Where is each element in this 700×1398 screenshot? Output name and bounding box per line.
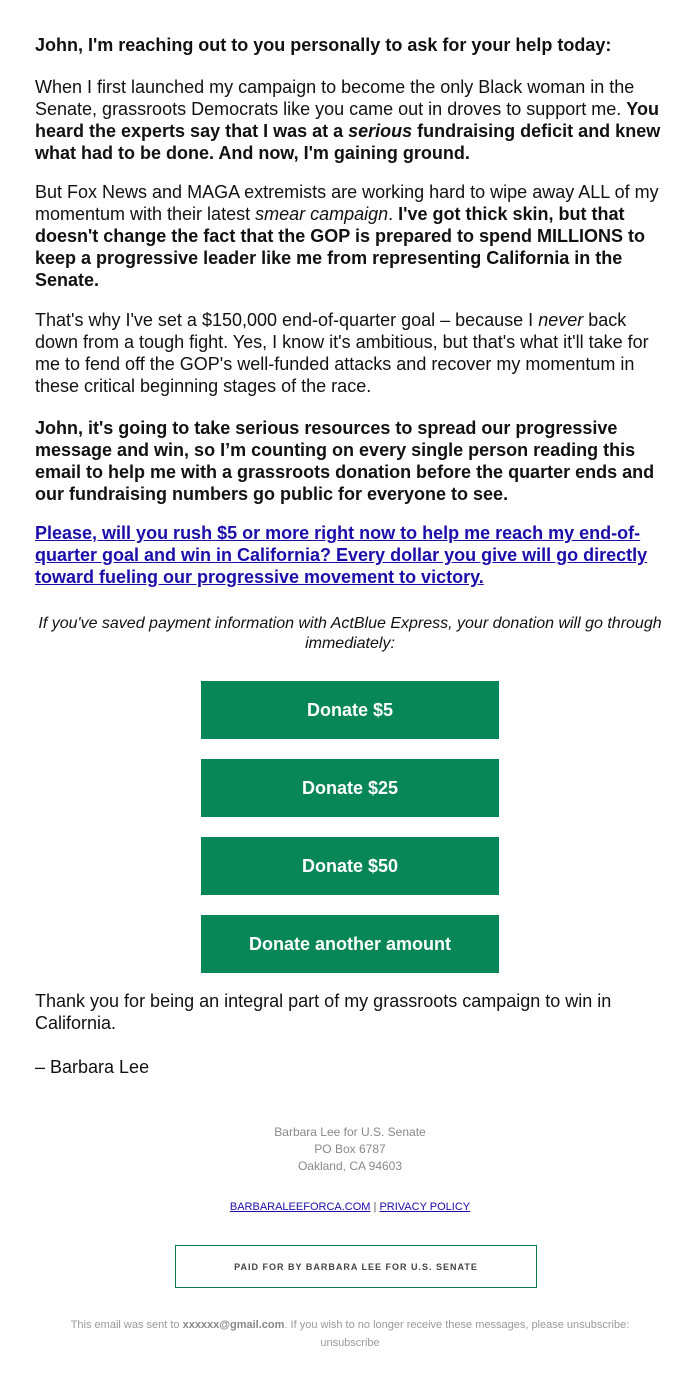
paid-for-box: PAID FOR BY BARBARA LEE FOR U.S. SENATE bbox=[175, 1245, 537, 1288]
cta-paragraph bbox=[35, 522, 665, 588]
para3-text-a: That's why I've set a $150,000 end-of-quarter goal – because I bbox=[35, 310, 539, 330]
para2-text-b: . bbox=[388, 204, 399, 224]
para1-bold-b: fundraising deficit and knew what had to be done. And now, I'm gaining ground. bbox=[35, 121, 661, 163]
notice-pre: This email was sent to bbox=[70, 1319, 183, 1331]
recipient-email: xxxxxx@gmail.com bbox=[182, 1319, 285, 1331]
para1-bold-a: You heard the experts say that I was at a bbox=[35, 99, 659, 141]
paragraph-goal bbox=[35, 309, 665, 397]
footer-notice bbox=[0, 1316, 700, 1352]
footer-org: Barbara Lee for U.S. Senate bbox=[274, 1125, 426, 1139]
footer-links bbox=[0, 1199, 700, 1216]
notice-post: . If you wish to no longer receive these messages, please unsubscribe: bbox=[284, 1319, 630, 1331]
donate-50-button[interactable]: Donate $50 bbox=[201, 837, 499, 895]
actblue-express-note: If you've saved payment information with ActBlue Express, your donation will go through immediately: bbox=[38, 615, 662, 652]
donate-cta-link[interactable]: Please, will you rush $5 or more right now to help me reach my end-of-quarter goal and win in California? Every dollar you give will go directly toward fueling our progressive movement to victory. bbox=[35, 523, 648, 587]
para3-italic: never bbox=[538, 310, 584, 330]
paragraph-resources: John, it's going to take serious resources to spread our progressive message and win, so I’m counting on every single person reading this email to help me with a grassroots donation before the quarter ends and our fundraising numbers go public for everyone to see. bbox=[35, 418, 655, 504]
thank-you-text: Thank you for being an integral part of my grassroots campaign to win in California. bbox=[35, 991, 612, 1033]
donate-5-button[interactable]: Donate $5 bbox=[201, 681, 499, 739]
para2-text-a: But Fox News and MAGA extremists are working hard to wipe away ALL of my momentum with their latest bbox=[35, 182, 659, 224]
para2-bold: I've got thick skin, but that doesn't change the fact that the GOP is prepared to spend MILLIONS to keep a progressive leader like me from representing California in the Senate. bbox=[35, 204, 646, 290]
para2-italic: smear campaign bbox=[255, 204, 389, 224]
para1-text: When I first launched my campaign to become the only Black woman in the Senate, grassroots Democrats like you came out in droves to support me. bbox=[35, 77, 635, 119]
donate-25-button[interactable]: Donate $25 bbox=[201, 759, 499, 817]
para1-bold-italic: serious bbox=[348, 121, 413, 141]
unsubscribe-link[interactable]: unsubscribe bbox=[320, 1337, 380, 1349]
privacy-policy-link[interactable]: PRIVACY POLICY bbox=[379, 1201, 471, 1213]
footer-city: Oakland, CA 94603 bbox=[297, 1159, 403, 1173]
website-link[interactable]: BARBARALEEFORCA.COM bbox=[229, 1201, 371, 1213]
link-separator: | bbox=[373, 1201, 377, 1213]
footer-address bbox=[0, 1124, 700, 1175]
greeting: John, I'm reaching out to you personally to ask for your help today: bbox=[35, 35, 612, 55]
paragraph-smear-campaign bbox=[35, 181, 665, 291]
donate-other-amount-button[interactable]: Donate another amount bbox=[201, 915, 499, 973]
signature: – Barbara Lee bbox=[35, 1057, 150, 1077]
para3-text-b: back down from a tough fight. Yes, I know it's ambitious, but that's what it'll take for me to fend off the GOP's well-funded attacks and recover my momentum in these critical beginning stages of the race. bbox=[35, 310, 649, 396]
paragraph-campaign-launch bbox=[35, 76, 665, 164]
footer-po-box: PO Box 6787 bbox=[314, 1142, 386, 1156]
